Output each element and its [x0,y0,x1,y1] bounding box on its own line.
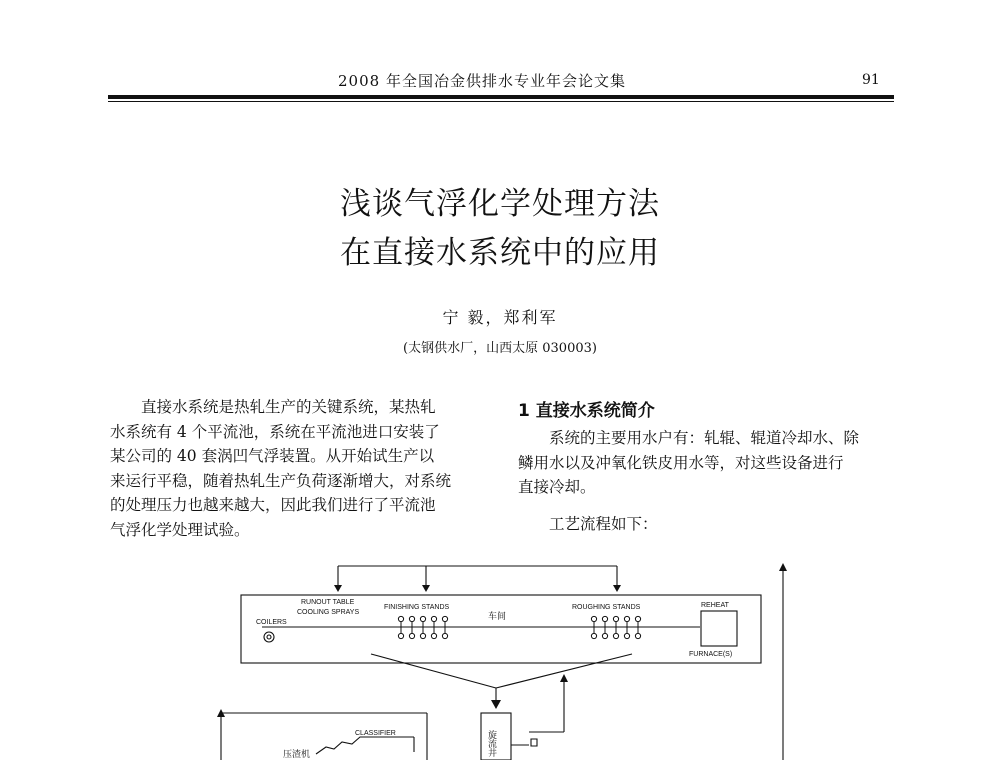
classifier-label: CLASSIFIER [355,730,396,737]
intro-line: 直接水系统是热轧生产的关键系统，某热轧 [141,398,436,416]
arrow-down-icon [334,585,342,592]
affiliation: (太钢供水厂，山西太原 030003) [403,341,597,356]
pump-icon [531,739,537,746]
page-number: 91 [862,72,880,88]
intro-line: 来运行平稳，随着热轧生产负荷逐渐增大，对系统 [110,471,452,490]
section-1-heading: 1 直接水系统简介 [518,401,655,421]
reheat-label: REHEAT [701,602,729,609]
roll-icon [602,633,607,638]
roll-icon [431,633,436,638]
collection-line [371,654,496,688]
roll-icon [613,616,618,621]
furnace-label: FURNACE(S) [689,651,733,658]
section-1-line: 直接冷却。 [518,478,596,496]
classifier-incline [316,737,368,754]
roll-icon [624,616,629,621]
coiler-core-icon [267,635,271,639]
roll-icon [398,633,403,638]
coilers-label: COILERS [256,619,287,626]
cyclone-well-label: 旋流井 [486,730,496,757]
paper-title-line-1: 浅谈气浮化学处理方法 [340,186,660,222]
arrow-down-icon [422,585,430,592]
authors: 宁 毅，郑利军 [442,308,558,327]
roll-icon [591,633,596,638]
roll-icon [409,633,414,638]
roll-icon [420,633,425,638]
running-header-title: 2008 年全国冶金供排水专业年会论文集 [338,72,626,90]
runout-table-label: RUNOUT TABLE [301,599,355,606]
flow-intro: 工艺流程如下： [549,515,658,533]
section-1-line: 系统的主要用水户有：轧辊、辊道冷却水、除 [549,429,860,447]
arrow-down-icon [613,585,621,592]
cooling-sprays-label: COOLING SPRAYS [297,609,360,616]
roll-icon [591,616,596,621]
coiler-icon [264,632,274,642]
intro-line: 水系统有 4 个平流池，系统在平流池进口安装了 [110,422,440,441]
paper-title-line-2: 在直接水系统中的应用 [340,235,660,271]
arrow-down-icon [491,700,501,709]
arrow-up-icon [779,563,787,571]
intro-line: 的处理压力也越来越大，因此我们进行了平流池 [110,496,436,514]
finishing-stands-label: FINISHING STANDS [384,604,450,611]
roll-icon [409,616,414,621]
roughing-stands-label: ROUGHING STANDS [572,604,641,611]
roll-icon [420,616,425,621]
press-label: 压渣机 [283,750,311,760]
roll-icon [398,616,403,621]
roll-icon [602,616,607,621]
section-1-line: 鳞用水以及冲氧化铁皮用水等，对这些设备进行 [518,453,844,472]
roll-icon [624,633,629,638]
workshop-label: 车间 [488,612,507,622]
roll-icon [442,633,447,638]
roll-icon [635,633,640,638]
arrow-up-icon [560,674,568,682]
reheat-furnace-box [701,611,737,646]
roll-icon [613,633,618,638]
intro-line: 气浮化学处理试验。 [110,520,250,539]
roll-icon [442,616,447,621]
intro-line: 某公司的 40 套涡凹气浮装置。从开始试生产以 [110,447,435,465]
roll-icon [635,616,640,621]
roll-icon [431,616,436,621]
